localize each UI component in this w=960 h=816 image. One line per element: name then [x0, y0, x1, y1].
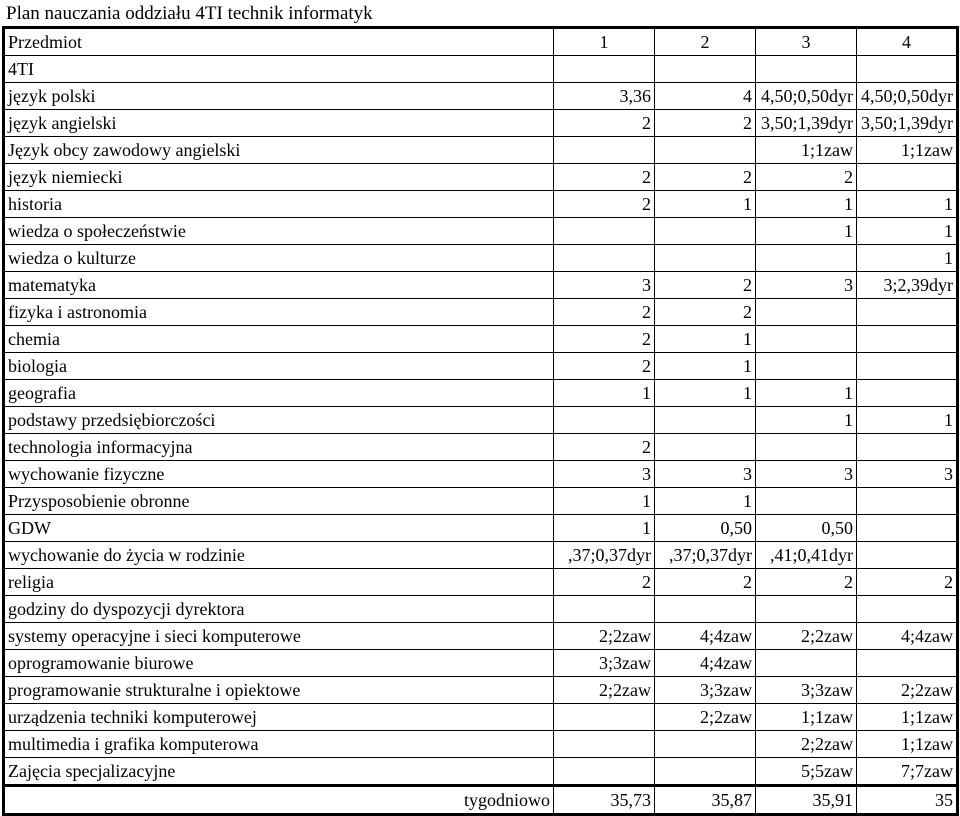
hours-cell-year-1 [554, 704, 655, 731]
total-label: tygodniowo [4, 786, 554, 815]
total-year-3: 35,91 [756, 786, 857, 815]
hours-cell-year-4: 1;1zaw [857, 137, 958, 164]
subject-cell: religia [4, 569, 554, 596]
hours-cell-year-2 [655, 731, 756, 758]
hours-cell-year-2: 3;3zaw [655, 677, 756, 704]
hours-cell-year-2: 1 [655, 326, 756, 353]
table-row [4, 326, 958, 353]
total-year-1: 35,73 [554, 786, 655, 815]
hours-cell-year-1: 3 [554, 461, 655, 488]
table-row [4, 461, 958, 488]
hours-cell-year-3: 2;2zaw [756, 623, 857, 650]
hours-cell-year-3: 3,50;1,39dyr [756, 110, 857, 137]
curriculum-table [2, 26, 959, 816]
hours-cell-year-3: 3;3zaw [756, 677, 857, 704]
hours-cell-year-2 [655, 407, 756, 434]
hours-cell-year-3: 3 [756, 461, 857, 488]
hours-cell-year-1: 2 [554, 326, 655, 353]
hours-cell-year-1: 1 [554, 380, 655, 407]
hours-cell-year-1: 2;2zaw [554, 623, 655, 650]
hours-cell-year-2: 3 [655, 461, 756, 488]
hours-cell-year-1: 3;3zaw [554, 650, 655, 677]
subject-cell: Przysposobienie obronne [4, 488, 554, 515]
hours-cell-year-2: 1 [655, 488, 756, 515]
hours-cell-year-1: 2 [554, 353, 655, 380]
hours-cell-year-2: 2 [655, 569, 756, 596]
subject-cell: język niemiecki [4, 164, 554, 191]
hours-cell-year-1 [554, 596, 655, 623]
hours-cell-year-3 [756, 326, 857, 353]
subject-cell: urządzenia techniki komputerowej [4, 704, 554, 731]
hours-cell-year-1 [554, 731, 655, 758]
hours-cell-year-3 [756, 434, 857, 461]
hours-cell-year-1: 2;2zaw [554, 677, 655, 704]
hours-cell-year-1: 2 [554, 191, 655, 218]
hours-cell-year-4 [857, 353, 958, 380]
hours-cell-year-4: 4;4zaw [857, 623, 958, 650]
subject-cell: podstawy przedsiębiorczości [4, 407, 554, 434]
table-row [4, 191, 958, 218]
hours-cell-year-1 [554, 245, 655, 272]
table-row [4, 407, 958, 434]
hours-cell-year-4: 1 [857, 407, 958, 434]
hours-cell-year-3: 1;1zaw [756, 137, 857, 164]
subject-cell: multimedia i grafika komputerowa [4, 731, 554, 758]
subject-cell: systemy operacyjne i sieci komputerowe [4, 623, 554, 650]
hours-cell-year-4 [857, 326, 958, 353]
subject-cell: GDW [4, 515, 554, 542]
hours-cell-year-2 [655, 137, 756, 164]
hours-cell-year-1: 2 [554, 569, 655, 596]
hours-cell-year-1: 1 [554, 515, 655, 542]
table-row [4, 434, 958, 461]
header-year-4: 4 [857, 28, 958, 56]
hours-cell-year-4 [857, 488, 958, 515]
hours-cell-year-1: 2 [554, 110, 655, 137]
hours-cell-year-3 [756, 245, 857, 272]
hours-cell-year-4: 1 [857, 191, 958, 218]
table-row [4, 299, 958, 326]
header-year-1: 1 [554, 28, 655, 56]
total-year-2: 35,87 [655, 786, 756, 815]
table-row [4, 488, 958, 515]
table-row [4, 110, 958, 137]
hours-cell-year-2: 1 [655, 353, 756, 380]
hours-cell-year-1: 3 [554, 272, 655, 299]
hours-cell-year-3 [756, 353, 857, 380]
hours-cell-year-2: 1 [655, 191, 756, 218]
subject-cell: język polski [4, 83, 554, 110]
table-row [4, 245, 958, 272]
hours-cell-year-1: 2 [554, 299, 655, 326]
hours-cell-year-3 [756, 488, 857, 515]
hours-cell-year-4 [857, 650, 958, 677]
hours-cell-year-3: 1 [756, 191, 857, 218]
subject-cell: godziny do dyspozycji dyrektora [4, 596, 554, 623]
hours-cell-year-2: ,37;0,37dyr [655, 542, 756, 569]
table-row [4, 83, 958, 110]
hours-cell-year-1: ,37;0,37dyr [554, 542, 655, 569]
hours-cell-year-2 [655, 218, 756, 245]
hours-cell-year-2: 2 [655, 164, 756, 191]
hours-cell-year-4: 2;2zaw [857, 677, 958, 704]
hours-cell-year-3: 2 [756, 164, 857, 191]
hours-cell-year-2: 2 [655, 272, 756, 299]
table-row [4, 272, 958, 299]
table-row [4, 542, 958, 569]
table-row [4, 623, 958, 650]
table-row [4, 758, 958, 786]
class-label: 4TI [4, 56, 554, 83]
hours-cell-year-1: 1 [554, 488, 655, 515]
hours-cell-year-4 [857, 542, 958, 569]
subject-cell: historia [4, 191, 554, 218]
hours-cell-year-4 [857, 164, 958, 191]
class-row [4, 56, 958, 83]
table-row [4, 704, 958, 731]
hours-cell-year-4: 3,50;1,39dyr [857, 110, 958, 137]
subject-cell: geografia [4, 380, 554, 407]
hours-cell-year-2: 4;4zaw [655, 623, 756, 650]
hours-cell-year-4 [857, 596, 958, 623]
table-row [4, 137, 958, 164]
hours-cell-year-3 [756, 650, 857, 677]
hours-cell-year-1 [554, 407, 655, 434]
hours-cell-year-2 [655, 758, 756, 786]
subject-cell: wiedza o kulturze [4, 245, 554, 272]
table-row [4, 569, 958, 596]
subject-cell: Zajęcia specjalizacyjne [4, 758, 554, 786]
hours-cell-year-3: 1 [756, 218, 857, 245]
hours-cell-year-4: 1 [857, 218, 958, 245]
hours-cell-year-3: 1 [756, 407, 857, 434]
subject-cell: wychowanie do życia w rodzinie [4, 542, 554, 569]
hours-cell-year-2: 4;4zaw [655, 650, 756, 677]
hours-cell-year-3: 3 [756, 272, 857, 299]
table-row [4, 353, 958, 380]
subject-cell: biologia [4, 353, 554, 380]
hours-cell-year-4: 4,50;0,50dyr [857, 83, 958, 110]
table-row [4, 218, 958, 245]
page-title: Plan nauczania oddziału 4TI technik informatyk [6, 3, 373, 24]
hours-cell-year-3: 1 [756, 380, 857, 407]
hours-cell-year-3: 4,50;0,50dyr [756, 83, 857, 110]
table-row [4, 650, 958, 677]
header-year-3: 3 [756, 28, 857, 56]
total-year-4: 35 [857, 786, 958, 815]
hours-cell-year-3: 5;5zaw [756, 758, 857, 786]
hours-cell-year-4: 3;2,39dyr [857, 272, 958, 299]
table-row [4, 515, 958, 542]
hours-cell-year-2: 4 [655, 83, 756, 110]
hours-cell-year-2: 2;2zaw [655, 704, 756, 731]
subject-cell: oprogramowanie biurowe [4, 650, 554, 677]
hours-cell-year-2: 2 [655, 299, 756, 326]
subject-cell: programowanie strukturalne i opiektowe [4, 677, 554, 704]
header-subject: Przedmiot [4, 28, 554, 56]
subject-cell: technologia informacyjna [4, 434, 554, 461]
table-header-row [4, 28, 958, 56]
subject-cell: język angielski [4, 110, 554, 137]
hours-cell-year-4: 1;1zaw [857, 731, 958, 758]
subject-cell: chemia [4, 326, 554, 353]
hours-cell-year-1 [554, 137, 655, 164]
hours-cell-year-1: 2 [554, 434, 655, 461]
table-row [4, 677, 958, 704]
subject-cell: Język obcy zawodowy angielski [4, 137, 554, 164]
hours-cell-year-3 [756, 299, 857, 326]
hours-cell-year-4 [857, 380, 958, 407]
table-row [4, 164, 958, 191]
subject-cell: wychowanie fizyczne [4, 461, 554, 488]
hours-cell-year-4: 2 [857, 569, 958, 596]
hours-cell-year-1 [554, 758, 655, 786]
hours-cell-year-2 [655, 434, 756, 461]
hours-cell-year-2: 2 [655, 110, 756, 137]
header-year-2: 2 [655, 28, 756, 56]
table-row [4, 380, 958, 407]
table-row [4, 596, 958, 623]
hours-cell-year-2: 0,50 [655, 515, 756, 542]
hours-cell-year-3 [756, 596, 857, 623]
hours-cell-year-3: 0,50 [756, 515, 857, 542]
hours-cell-year-4: 1;1zaw [857, 704, 958, 731]
hours-cell-year-2 [655, 245, 756, 272]
hours-cell-year-4: 3 [857, 461, 958, 488]
hours-cell-year-3: 2;2zaw [756, 731, 857, 758]
subject-cell: fizyka i astronomia [4, 299, 554, 326]
hours-cell-year-1 [554, 218, 655, 245]
subject-cell: wiedza o społeczeństwie [4, 218, 554, 245]
subject-cell: matematyka [4, 272, 554, 299]
hours-cell-year-1: 3,36 [554, 83, 655, 110]
hours-cell-year-4 [857, 434, 958, 461]
hours-cell-year-2: 1 [655, 380, 756, 407]
hours-cell-year-3: 2 [756, 569, 857, 596]
hours-cell-year-4 [857, 299, 958, 326]
total-row [4, 786, 958, 815]
hours-cell-year-3: 1;1zaw [756, 704, 857, 731]
table-row [4, 731, 958, 758]
hours-cell-year-1: 2 [554, 164, 655, 191]
hours-cell-year-4: 1 [857, 245, 958, 272]
hours-cell-year-3: ,41;0,41dyr [756, 542, 857, 569]
hours-cell-year-2 [655, 596, 756, 623]
hours-cell-year-4: 7;7zaw [857, 758, 958, 786]
hours-cell-year-4 [857, 515, 958, 542]
